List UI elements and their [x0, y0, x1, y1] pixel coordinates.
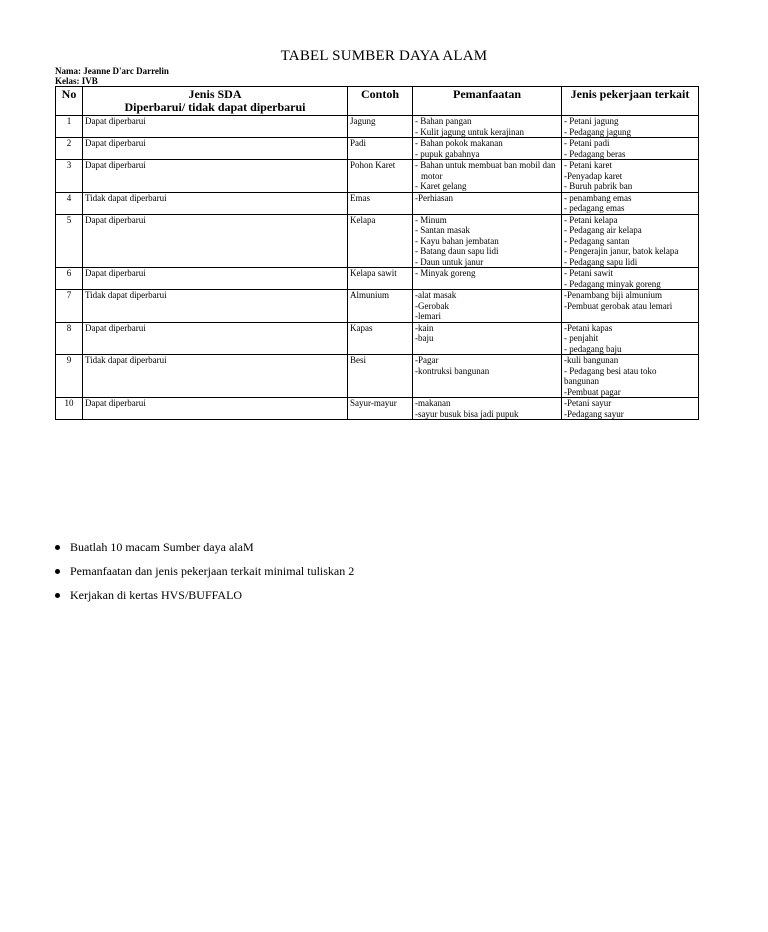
bullet-icon — [55, 569, 60, 574]
pekerjaan-line: - Pedagang jagung — [564, 126, 631, 137]
instruction-item — [55, 583, 354, 607]
cell-pemanfaatan — [413, 192, 562, 214]
cell-jenis: Dapat diperbarui — [83, 398, 348, 420]
pekerjaan-line: -Pembuat pagar — [564, 386, 621, 397]
cell-jenis: Tidak dapat diperbarui — [83, 192, 348, 214]
cell-jenis: Tidak dapat diperbarui — [83, 290, 348, 323]
pemanfaatan-line: - Karet gelang — [415, 181, 467, 191]
cell-jenis: Dapat diperbarui — [83, 214, 348, 268]
cell-pemanfaatan — [413, 214, 562, 268]
student-class: Kelas: IVB — [55, 76, 98, 86]
cell-pekerjaan — [562, 398, 699, 420]
cell-pekerjaan — [562, 116, 699, 138]
cell-pemanfaatan — [413, 116, 562, 138]
cell-jenis: Dapat diperbarui — [83, 116, 348, 138]
cell-jenis: Dapat diperbarui — [83, 138, 348, 160]
table-row — [56, 268, 699, 290]
pemanfaatan-line: motor — [421, 170, 443, 181]
cell-pekerjaan — [562, 290, 699, 323]
table-row — [56, 290, 699, 323]
pemanfaatan-line: -alat masak — [415, 290, 457, 300]
pemanfaatan-line: - Kulit jagung untuk kerajinan — [415, 126, 524, 137]
table-row — [56, 214, 699, 268]
cell-pemanfaatan — [413, 268, 562, 290]
pekerjaan-line: - Buruh pabrik ban — [564, 181, 633, 191]
pekerjaan-line: -Petani kapas — [564, 322, 613, 333]
cell-jenis: Dapat diperbarui — [83, 268, 348, 290]
cell-no: 5 — [56, 214, 83, 268]
cell-no: 2 — [56, 138, 83, 160]
table-header-row — [56, 87, 699, 116]
pekerjaan-line: -Penambang biji almunium — [564, 290, 662, 300]
header-jenis-line2: Diperbarui/ tidak dapat diperbarui — [124, 100, 306, 114]
pekerjaan-line: - pedagang baju — [564, 343, 622, 354]
cell-no: 8 — [56, 322, 83, 355]
pemanfaatan-line: -Pagar — [415, 355, 439, 365]
pemanfaatan-line: - pupuk gabahnya — [415, 148, 480, 159]
cell-contoh: Kelapa sawit — [348, 268, 413, 290]
cell-pemanfaatan — [413, 290, 562, 323]
pekerjaan-line: - pedagang emas — [564, 203, 625, 213]
cell-pemanfaatan — [413, 138, 562, 160]
student-info — [55, 66, 169, 86]
instruction-item — [55, 559, 354, 583]
cell-contoh: Pohon Karet — [348, 160, 413, 193]
pemanfaatan-line: - Minum — [415, 214, 447, 225]
instruction-item — [55, 535, 354, 559]
cell-no: 7 — [56, 290, 83, 323]
pemanfaatan-line: - Bahan pangan — [415, 116, 472, 126]
pemanfaatan-line: -kain — [415, 322, 434, 333]
cell-contoh: Padi — [348, 138, 413, 160]
pemanfaatan-line: - Bahan pokok makanan — [415, 138, 503, 148]
table-row — [56, 160, 699, 193]
cell-no: 9 — [56, 355, 83, 398]
pekerjaan-line: - Petani kelapa — [564, 214, 618, 225]
cell-pemanfaatan — [413, 160, 562, 193]
cell-no: 4 — [56, 192, 83, 214]
pemanfaatan-line: -baju — [415, 333, 434, 343]
pekerjaan-line: - Petani sawit — [564, 268, 613, 278]
pemanfaatan-line: - Batang daun sapu lidi — [415, 246, 499, 256]
pemanfaatan-line: - Bahan untuk membuat ban mobil dan — [415, 160, 556, 170]
pekerjaan-line: - penambang emas — [564, 192, 632, 203]
pekerjaan-line: - Pedagang santan — [564, 235, 630, 246]
pekerjaan-line: - Pedagang air kelapa — [564, 225, 642, 235]
cell-pekerjaan — [562, 214, 699, 268]
pemanfaatan-line: -kontruksi bangunan — [415, 365, 490, 376]
cell-no: 3 — [56, 160, 83, 193]
cell-pemanfaatan — [413, 322, 562, 355]
table-row — [56, 398, 699, 420]
cell-pemanfaatan — [413, 398, 562, 420]
pemanfaatan-line: -lemari — [415, 311, 441, 321]
page-title: TABEL SUMBER DAYA ALAM — [280, 48, 488, 64]
student-name: Nama: Jeanne D'arc Darrelin — [55, 66, 169, 76]
header-no: No — [56, 87, 83, 116]
pekerjaan-line: -Petani sayur — [564, 398, 612, 408]
pekerjaan-line: bangunan — [564, 376, 599, 386]
table-body — [56, 116, 699, 420]
pemanfaatan-line: - Kayu bahan jembatan — [415, 235, 499, 246]
pekerjaan-line: - Pedagang beras — [564, 148, 626, 159]
pekerjaan-line: - Pedagang minyak goreng — [564, 278, 661, 289]
instruction-text: Pemanfaatan dan jenis pekerjaan terkait minimal tuliskan 2 — [70, 563, 355, 578]
pekerjaan-line: - penjahit — [564, 333, 599, 343]
pekerjaan-line: - Petani karet — [564, 160, 612, 170]
pekerjaan-line: - Pengerajin janur, batok kelapa — [564, 246, 679, 256]
pemanfaatan-line: - Daun untuk janur — [415, 256, 484, 267]
cell-no: 10 — [56, 398, 83, 420]
cell-contoh: Kelapa — [348, 214, 413, 268]
instruction-list — [55, 535, 354, 607]
cell-pekerjaan — [562, 160, 699, 193]
pekerjaan-line: - Pedagang besi atau toko — [564, 365, 657, 376]
pekerjaan-line: -Pembuat gerobak atau lemari — [564, 300, 673, 311]
cell-jenis: Dapat diperbarui — [83, 322, 348, 355]
pekerjaan-line: - Petani jagung — [564, 116, 619, 126]
table-row — [56, 192, 699, 214]
resource-table — [55, 86, 699, 420]
cell-contoh: Besi — [348, 355, 413, 398]
cell-pekerjaan — [562, 322, 699, 355]
table-row — [56, 355, 699, 398]
pekerjaan-line: -kuli bangunan — [564, 355, 619, 365]
cell-no: 1 — [56, 116, 83, 138]
cell-pekerjaan — [562, 192, 699, 214]
pemanfaatan-line: - Minyak goreng — [415, 268, 476, 278]
pemanfaatan-line: -sayur busuk bisa jadi pupuk — [415, 408, 519, 419]
cell-contoh: Emas — [348, 192, 413, 214]
pemanfaatan-line: -Perhiasan — [415, 192, 453, 203]
header-jenis — [83, 87, 348, 116]
pekerjaan-line: -Penyadap karet — [564, 170, 623, 181]
header-jenis-line1: Jenis SDA — [188, 87, 242, 101]
cell-pemanfaatan — [413, 355, 562, 398]
cell-no: 6 — [56, 268, 83, 290]
pekerjaan-line: - Petani padi — [564, 138, 610, 148]
cell-contoh: Sayur-mayur — [348, 398, 413, 420]
cell-jenis: Dapat diperbarui — [83, 160, 348, 193]
pemanfaatan-line: -Gerobak — [415, 300, 449, 311]
bullet-icon — [55, 593, 60, 598]
header-pekerjaan: Jenis pekerjaan terkait — [562, 87, 699, 116]
header-pemanfaatan: Pemanfaatan — [413, 87, 562, 116]
header-contoh: Contoh — [348, 87, 413, 116]
cell-contoh: Almunium — [348, 290, 413, 323]
cell-contoh: Jagung — [348, 116, 413, 138]
table-row — [56, 138, 699, 160]
pemanfaatan-line: -makanan — [415, 398, 451, 408]
cell-contoh: Kapas — [348, 322, 413, 355]
cell-pekerjaan — [562, 355, 699, 398]
bullet-icon — [55, 545, 60, 550]
cell-pekerjaan — [562, 268, 699, 290]
pekerjaan-line: - Pedagang sapu lidi — [564, 256, 638, 267]
instruction-text: Buatlah 10 macam Sumber daya alaM — [70, 539, 254, 554]
instruction-text: Kerjakan di kertas HVS/BUFFALO — [70, 587, 243, 602]
cell-pekerjaan — [562, 138, 699, 160]
pemanfaatan-line: - Santan masak — [415, 225, 470, 235]
pekerjaan-line: -Pedagang sayur — [564, 408, 624, 419]
table-row — [56, 116, 699, 138]
cell-jenis: Tidak dapat diperbarui — [83, 355, 348, 398]
table-row — [56, 322, 699, 355]
